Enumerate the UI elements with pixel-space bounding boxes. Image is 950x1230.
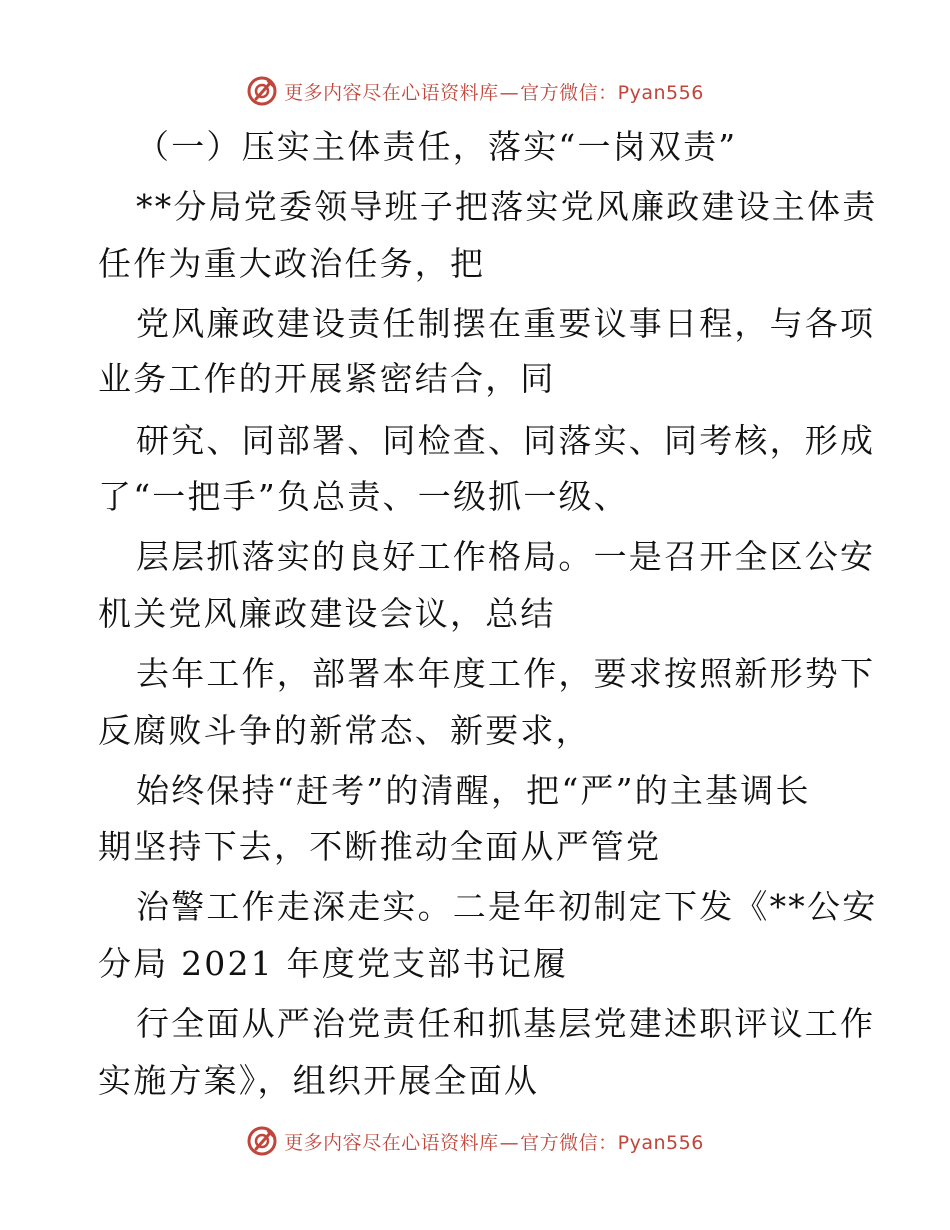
watermark-suffix: 官方微信：Pyan556 — [520, 1131, 704, 1154]
body-line: 研究、同部署、同检查、同落实、同考核，形成 — [136, 421, 876, 460]
body-line: 始终保持“赶考”的清醒，把“严”的主基调长 — [136, 771, 811, 810]
watermark-suffix: 官方微信：Pyan556 — [520, 81, 704, 104]
seal-stamp-icon — [246, 1125, 278, 1157]
body-line: 去年工作，部署本年度工作，要求按照新形势下 — [136, 654, 876, 693]
watermark-separator: — — [499, 81, 520, 104]
body-line: 机关党风廉政建设会议，总结 — [98, 594, 556, 633]
body-line: 治警工作走深走实。二是年初制定下发《**公安 — [136, 887, 878, 926]
body-line: 层层抓落实的良好工作格局。一是召开全区公安 — [136, 537, 876, 576]
body-line: **分局党委领导班子把落实党风廉政建设主体责 — [136, 187, 878, 226]
body-line: 任作为重大政治任务，把 — [98, 244, 486, 283]
body-line: 实施方案》，组织开展全面从 — [98, 1061, 540, 1100]
body-line: 分局 2021 年度党支部书记履 — [98, 944, 569, 983]
watermark-text — [284, 1128, 704, 1155]
body-line: 了“一把手”负总责、一级抓一级、 — [98, 477, 629, 516]
body-line: 反腐败斗争的新常态、新要求， — [98, 711, 591, 750]
watermark-text — [284, 78, 704, 105]
body-line: 行全面从严治党责任和抓基层党建述职评议工作 — [136, 1004, 876, 1043]
body-line: 党风廉政建设责任制摆在重要议事日程，与各项 — [136, 304, 876, 343]
watermark-main: 更多内容尽在心语资料库 — [284, 1131, 499, 1154]
header-watermark — [0, 71, 950, 111]
watermark-separator: — — [499, 1131, 520, 1154]
footer-watermark — [0, 1121, 950, 1161]
watermark-main: 更多内容尽在心语资料库 — [284, 81, 499, 104]
body-line: 期坚持下去，不断推动全面从严管党 — [98, 827, 662, 866]
body-line: 业务工作的开展紧密结合，同 — [98, 359, 556, 398]
seal-stamp-icon — [246, 75, 278, 107]
section-heading: （一）压实主体责任，落实“一岗双责” — [136, 127, 738, 166]
